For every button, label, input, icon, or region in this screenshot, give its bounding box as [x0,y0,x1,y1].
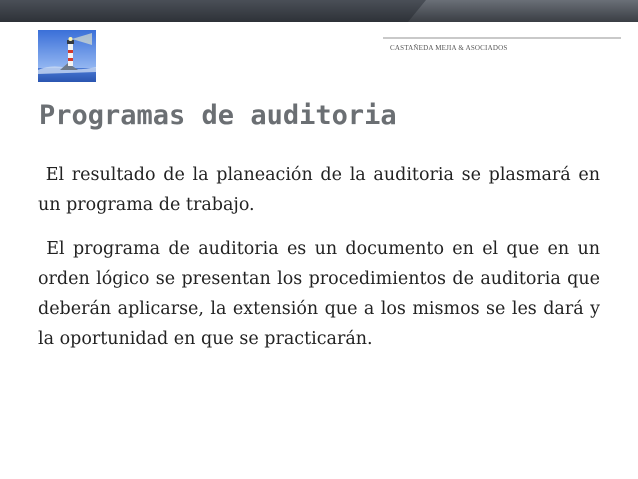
lighthouse-logo [38,30,96,82]
slide-title: Programas de auditoria [39,100,397,131]
paragraph-1: El resultado de la planeación de la auditoria se plasmará en un programa de trabajo. [38,165,600,215]
paragraph-2: El programa de auditoria es un documento en el que en un orden lógico se presentan los procedimientos de auditoria que deberán aplicarse, la extensión que a los mismos se les dará y la oportunidad en que se practicarán. [38,239,600,349]
header-rule [383,37,621,39]
top-bar [0,0,638,22]
top-bar-accent [408,0,638,22]
company-name: CASTAÑEDA MEJIA & ASOCIADOS [390,44,508,52]
slide-body [38,160,600,368]
